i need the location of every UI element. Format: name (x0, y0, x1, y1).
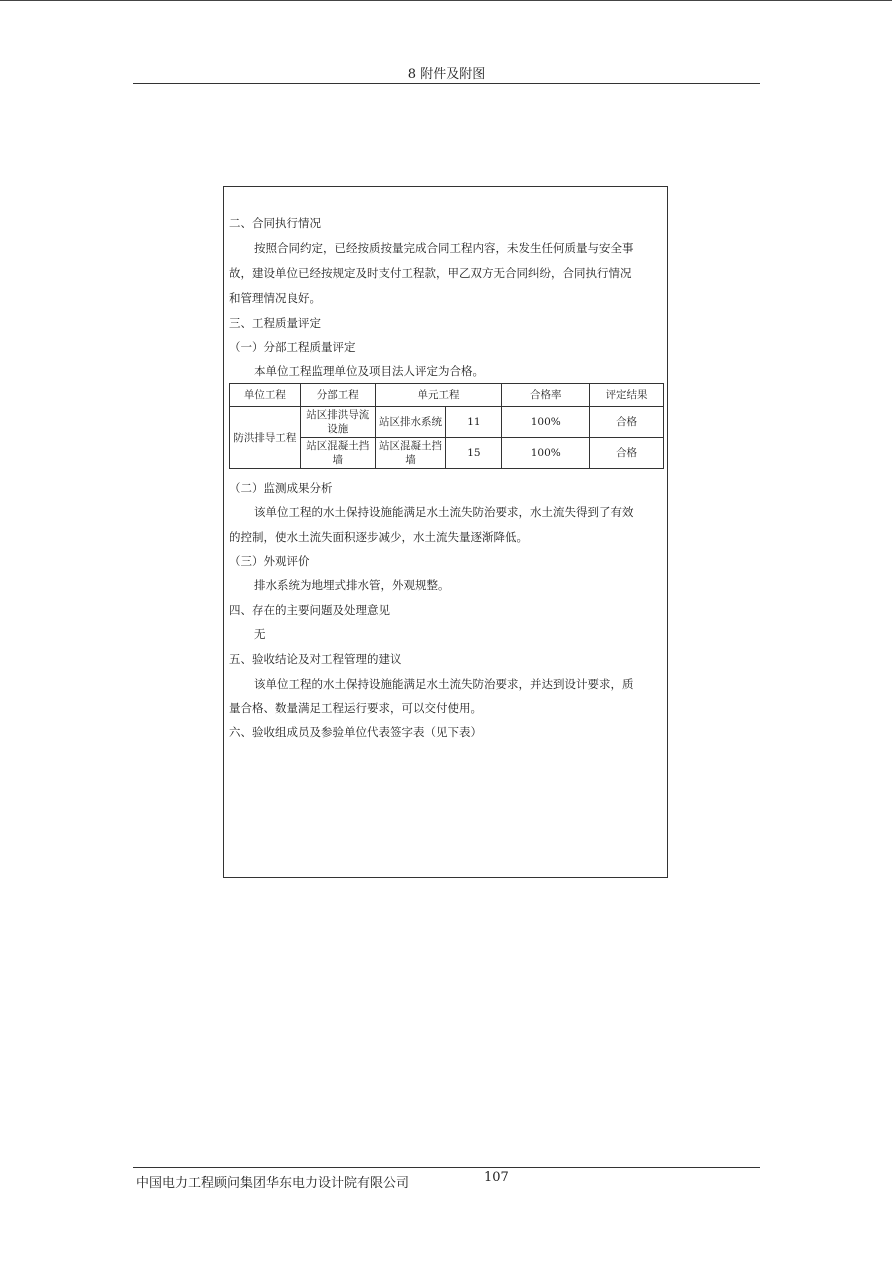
section-5-paragraph-line-2: 量合格、数量满足工程运行要求，可以交付使用。 (229, 701, 482, 715)
table-cell-unit-name: 站区混凝土挡墙 (375, 438, 446, 469)
table-cell-result: 合格 (590, 407, 664, 438)
section-2-paragraph-line-3: 和管理情况良好。 (229, 291, 321, 305)
section-2-paragraph-line-2: 故，建设单位已经按规定及时支付工程款，甲乙双方无合同纠纷，合同执行情况 (229, 266, 632, 280)
header-rule (133, 83, 760, 84)
table-header-cell: 评定结果 (590, 384, 664, 407)
section-3-subheading-2: （二）监测成果分析 (229, 481, 333, 495)
section-3-subheading-1-text: 本单位工程监理单位及项目法人评定为合格。 (254, 364, 484, 378)
table-cell-count: 11 (446, 407, 502, 438)
table-cell-rate: 100% (502, 407, 590, 438)
table-row (230, 407, 664, 438)
table-cell-sub-project: 站区排洪导流设施 (300, 407, 375, 438)
page-top-border (0, 0, 892, 1)
table-header-cell: 分部工程 (300, 384, 375, 407)
section-4-text: 无 (254, 627, 266, 641)
section-3-heading: 三、工程质量评定 (229, 316, 321, 330)
section-3-subheading-3-text: 排水系统为地埋式排水管，外观规整。 (254, 578, 450, 592)
table-cell-sub-project: 站区混凝土挡墙 (300, 438, 375, 469)
table-cell-rate: 100% (502, 438, 590, 469)
section-5-heading: 五、验收结论及对工程管理的建议 (229, 652, 402, 666)
table-cell-unit-project: 防洪排导工程 (230, 407, 301, 469)
table-header-cell: 单元工程 (375, 384, 502, 407)
table-header-row (230, 384, 664, 407)
table-cell-count: 15 (446, 438, 502, 469)
section-3-subheading-1: （一）分部工程质量评定 (229, 340, 356, 354)
table-cell-unit-name: 站区排水系统 (375, 407, 446, 438)
footer-company-name: 中国电力工程顾问集团华东电力设计院有限公司 (136, 1176, 410, 1191)
footer-page-number: 107 (484, 1170, 509, 1185)
section-5-paragraph-line-1: 该单位工程的水土保持设施能满足水土流失防治要求，并达到设计要求，质 (254, 677, 634, 691)
section-2-heading: 二、合同执行情况 (229, 216, 321, 230)
section-4-heading: 四、存在的主要问题及处理意见 (229, 603, 390, 617)
section-3-subheading-3: （三）外观评价 (229, 554, 310, 568)
table-header-cell: 单位工程 (230, 384, 301, 407)
table-cell-result: 合格 (590, 438, 664, 469)
section-3-subheading-2-line-1: 该单位工程的水土保持设施能满足水土流失防治要求，水土流失得到了有效 (254, 505, 634, 519)
table-header-cell: 合格率 (502, 384, 590, 407)
quality-assessment-table (229, 383, 664, 469)
footer-rule (133, 1167, 760, 1168)
section-3-subheading-2-line-2: 的控制，使水土流失面积逐步减少，水土流失量逐渐降低。 (229, 530, 528, 544)
page-header-title: 8 附件及附图 (407, 67, 486, 82)
section-2-paragraph-line-1: 按照合同约定，已经按质按量完成合同工程内容，未发生任何质量与安全事 (254, 241, 634, 255)
section-6-heading: 六、验收组成员及参验单位代表签字表（见下表） (229, 725, 482, 739)
